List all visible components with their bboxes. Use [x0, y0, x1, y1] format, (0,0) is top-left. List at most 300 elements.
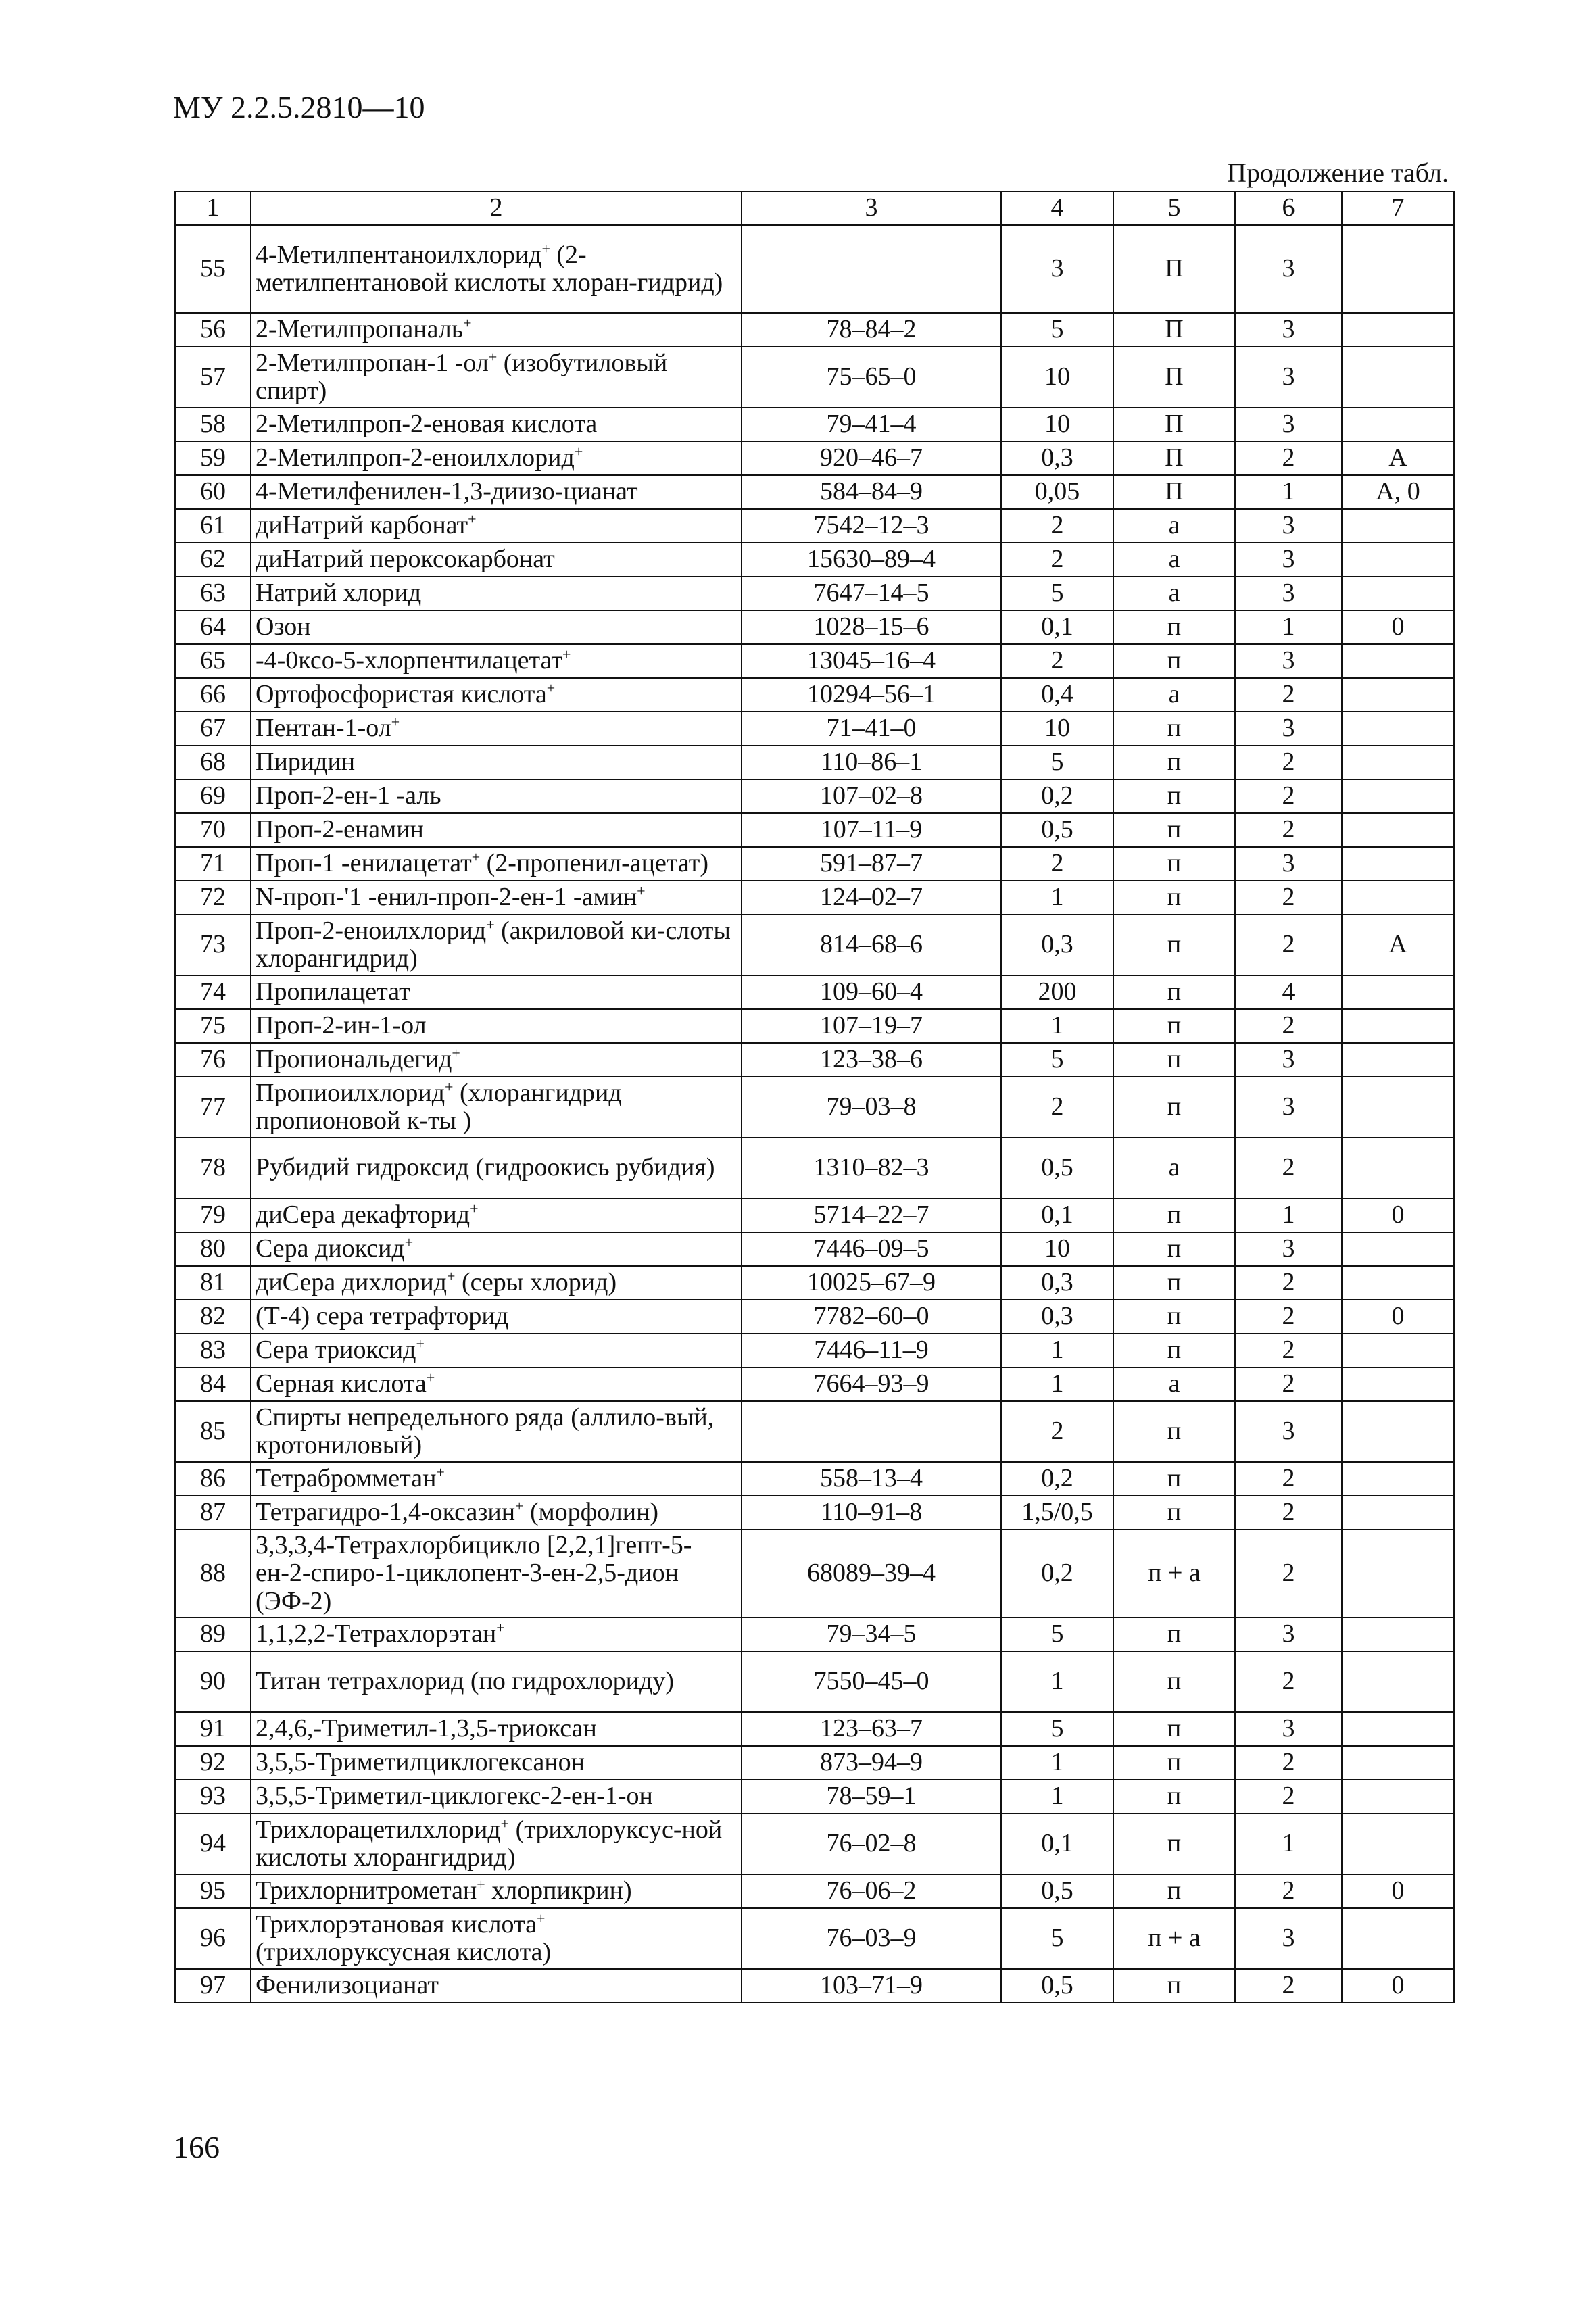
substance-name: 4-Метилпентаноилхлорид	[256, 240, 542, 269]
cas-number-cell	[742, 1401, 1001, 1462]
aggregate-state-cell: п	[1113, 1496, 1235, 1530]
row-number-cell: 76	[175, 1043, 251, 1077]
cas-number-cell: 584–84–9	[742, 475, 1001, 509]
row-number-cell: 58	[175, 408, 251, 441]
substance-name: Пропиоилхлорид	[256, 1078, 445, 1107]
limit-value-cell: 0,5	[1001, 1138, 1113, 1198]
substance-name-cell	[251, 881, 742, 915]
substance-name-cell	[251, 543, 742, 577]
cas-number-cell: 76–02–8	[742, 1813, 1001, 1874]
substance-mark: +	[416, 1335, 425, 1353]
limit-value-cell: 0,5	[1001, 813, 1113, 847]
substance-name: Проп-2-енамин	[256, 815, 424, 844]
limit-value-cell: 2	[1001, 543, 1113, 577]
substance-mark: +	[468, 510, 477, 528]
limit-value-cell: 5	[1001, 1712, 1113, 1746]
cas-number-cell: 123–63–7	[742, 1712, 1001, 1746]
row-number-cell: 65	[175, 644, 251, 678]
row-number-cell: 68	[175, 746, 251, 779]
aggregate-state-cell: п	[1113, 1813, 1235, 1874]
substance-name: Проп-2-еноилхлорид	[256, 916, 487, 945]
aggregate-state-cell: п	[1113, 881, 1235, 915]
limit-value-cell: 0,4	[1001, 678, 1113, 712]
limit-value-cell: 0,2	[1001, 1462, 1113, 1496]
substance-name-cell	[251, 915, 742, 975]
substance-name-cell	[251, 1780, 742, 1813]
substance-name-cell	[251, 441, 742, 475]
substance-name: Проп-2-ин-1-ол	[256, 1011, 427, 1040]
row-number-cell: 78	[175, 1138, 251, 1198]
limit-value-cell: 1	[1001, 1780, 1113, 1813]
note-cell	[1342, 347, 1454, 408]
cas-number-cell: 1310–82–3	[742, 1138, 1001, 1198]
aggregate-state-cell: П	[1113, 347, 1235, 408]
cas-number-cell: 79–41–4	[742, 408, 1001, 441]
aggregate-state-cell: п	[1113, 915, 1235, 975]
substance-name: Проп-1 -енилацетат	[256, 849, 472, 878]
aggregate-state-cell: п	[1113, 746, 1235, 779]
limit-value-cell: 1	[1001, 1367, 1113, 1401]
substance-name: 2,4,6,-Триметил-1,3,5-триоксан	[256, 1714, 597, 1743]
substance-synonym: хлорпикрин)	[485, 1876, 632, 1905]
cas-number-cell: 15630–89–4	[742, 543, 1001, 577]
substance-mark: +	[445, 1078, 454, 1096]
hazard-class-cell: 3	[1235, 847, 1342, 881]
row-number-cell: 84	[175, 1367, 251, 1401]
aggregate-state-cell: п	[1113, 1874, 1235, 1908]
hazard-class-cell: 2	[1235, 746, 1342, 779]
limit-value-cell: 1	[1001, 1651, 1113, 1712]
limit-value-cell: 0,2	[1001, 779, 1113, 813]
substance-name: Натрий хлорид	[256, 579, 422, 608]
table-row	[175, 746, 1454, 779]
limit-value-cell: 0,1	[1001, 1198, 1113, 1232]
row-number-cell: 88	[175, 1530, 251, 1617]
row-number-cell: 73	[175, 915, 251, 975]
note-cell: 0	[1342, 1874, 1454, 1908]
aggregate-state-cell: п	[1113, 1969, 1235, 2003]
aggregate-state-cell: П	[1113, 441, 1235, 475]
hazard-class-cell: 1	[1235, 1813, 1342, 1874]
substance-name-cell	[251, 712, 742, 746]
hazard-class-cell: 3	[1235, 1232, 1342, 1266]
hazard-class-cell: 2	[1235, 1009, 1342, 1043]
hazard-class-cell: 3	[1235, 1712, 1342, 1746]
note-cell	[1342, 1334, 1454, 1367]
substance-name: 3,5,5-Триметилциклогексанон	[256, 1748, 585, 1777]
hazard-class-cell: 3	[1235, 1617, 1342, 1651]
substance-name: диНатрий карбонат	[256, 511, 468, 540]
note-cell	[1342, 678, 1454, 712]
hazard-class-cell: 2	[1235, 1300, 1342, 1334]
substance-synonym: (морфолин)	[523, 1498, 659, 1527]
substance-name-cell	[251, 1813, 742, 1874]
hazard-class-cell: 3	[1235, 347, 1342, 408]
column-header-1: 1	[175, 191, 251, 225]
cas-number-cell: 76–06–2	[742, 1874, 1001, 1908]
table-row	[175, 712, 1454, 746]
substance-name-cell	[251, 1874, 742, 1908]
aggregate-state-cell: а	[1113, 543, 1235, 577]
substance-name-cell	[251, 1300, 742, 1334]
cas-number-cell: 107–11–9	[742, 813, 1001, 847]
limit-value-cell: 2	[1001, 509, 1113, 543]
cas-number-cell: 110–91–8	[742, 1496, 1001, 1530]
substance-name: 2-Метилпропаналь	[256, 315, 464, 344]
row-number-cell: 90	[175, 1651, 251, 1712]
aggregate-state-cell: П	[1113, 408, 1235, 441]
table-row	[175, 1617, 1454, 1651]
aggregate-state-cell: п	[1113, 1401, 1235, 1462]
substance-synonym: (изобутиловый спирт)	[256, 348, 668, 405]
aggregate-state-cell: п	[1113, 975, 1235, 1009]
note-cell	[1342, 644, 1454, 678]
hazard-class-cell: 2	[1235, 813, 1342, 847]
substance-name: Спирты непредельного ряда (аллило-вый, кротониловый)	[256, 1403, 715, 1459]
table-row	[175, 644, 1454, 678]
hazard-class-cell: 3	[1235, 577, 1342, 610]
hazard-class-cell: 3	[1235, 313, 1342, 347]
table-row	[175, 408, 1454, 441]
limit-value-cell: 5	[1001, 1043, 1113, 1077]
page-number: 166	[173, 2130, 220, 2164]
table-row	[175, 1813, 1454, 1874]
cas-number-cell: 10025–67–9	[742, 1266, 1001, 1300]
note-cell: 0	[1342, 610, 1454, 644]
note-cell	[1342, 1651, 1454, 1712]
row-number-cell: 92	[175, 1746, 251, 1780]
aggregate-state-cell: п	[1113, 1198, 1235, 1232]
row-number-cell: 96	[175, 1908, 251, 1969]
aggregate-state-cell: п	[1113, 610, 1235, 644]
substance-name-cell	[251, 746, 742, 779]
note-cell: 0	[1342, 1969, 1454, 2003]
cas-number-cell: 110–86–1	[742, 746, 1001, 779]
substance-name: Тетрагидро-1,4-оксазин	[256, 1498, 516, 1527]
note-cell	[1342, 1401, 1454, 1462]
aggregate-state-cell: п	[1113, 712, 1235, 746]
substance-mark: +	[515, 1497, 524, 1515]
hazard-class-cell: 2	[1235, 915, 1342, 975]
aggregate-state-cell: п	[1113, 1043, 1235, 1077]
note-cell	[1342, 1043, 1454, 1077]
column-header-7: 7	[1342, 191, 1454, 225]
note-cell	[1342, 313, 1454, 347]
hazard-class-cell: 2	[1235, 1462, 1342, 1496]
table-row	[175, 1266, 1454, 1300]
note-cell	[1342, 712, 1454, 746]
substance-name-cell	[251, 313, 742, 347]
aggregate-state-cell: п	[1113, 1746, 1235, 1780]
substance-mark: +	[426, 1369, 435, 1386]
note-cell	[1342, 1746, 1454, 1780]
table-row	[175, 1077, 1454, 1138]
substance-mark: +	[477, 1876, 485, 1893]
substance-name: N-проп-'1 -енил-проп-2-ен-1 -амин	[256, 883, 637, 912]
substance-name-cell	[251, 225, 742, 313]
substance-name-cell	[251, 678, 742, 712]
aggregate-state-cell: П	[1113, 475, 1235, 509]
substance-name: 3,5,5-Триметил-циклогекс-2-ен-1-он	[256, 1782, 653, 1811]
substance-mark: +	[488, 348, 498, 366]
substance-name: Сера триоксид	[256, 1336, 416, 1365]
row-number-cell: 67	[175, 712, 251, 746]
aggregate-state-cell: п + а	[1113, 1908, 1235, 1969]
substance-name: Проп-2-ен-1 -аль	[256, 781, 441, 810]
cas-number-cell: 79–03–8	[742, 1077, 1001, 1138]
table-row	[175, 1462, 1454, 1496]
note-cell	[1342, 1780, 1454, 1813]
substance-name-cell	[251, 1496, 742, 1530]
substance-name: 2-Метилпроп-2-еноилхлорид	[256, 443, 575, 472]
substance-name-cell	[251, 1617, 742, 1651]
note-cell	[1342, 408, 1454, 441]
cas-number-cell	[742, 225, 1001, 313]
hazard-class-cell: 2	[1235, 1266, 1342, 1300]
cas-number-cell: 7446–11–9	[742, 1334, 1001, 1367]
note-cell	[1342, 847, 1454, 881]
aggregate-state-cell: а	[1113, 1138, 1235, 1198]
cas-number-cell: 10294–56–1	[742, 678, 1001, 712]
note-cell	[1342, 975, 1454, 1009]
row-number-cell: 59	[175, 441, 251, 475]
table-row	[175, 1198, 1454, 1232]
limit-value-cell: 2	[1001, 644, 1113, 678]
note-cell	[1342, 881, 1454, 915]
note-cell	[1342, 1530, 1454, 1617]
table-row	[175, 1780, 1454, 1813]
substance-mark: +	[452, 1044, 460, 1062]
table-row	[175, 1746, 1454, 1780]
substance-name-cell	[251, 1138, 742, 1198]
substance-name-cell	[251, 1462, 742, 1496]
cas-number-cell: 76–03–9	[742, 1908, 1001, 1969]
cas-number-cell: 109–60–4	[742, 975, 1001, 1009]
cas-number-cell: 1028–15–6	[742, 610, 1001, 644]
substance-mark: +	[391, 713, 400, 731]
substance-name: Трихлорнитрометан	[256, 1876, 477, 1905]
aggregate-state-cell: п	[1113, 813, 1235, 847]
hazard-class-cell: 2	[1235, 779, 1342, 813]
table-row	[175, 779, 1454, 813]
cas-number-cell: 7647–14–5	[742, 577, 1001, 610]
hazard-class-cell: 2	[1235, 1334, 1342, 1367]
substance-mark: +	[404, 1234, 414, 1251]
substance-name: Рубидий гидроксид	[256, 1153, 470, 1182]
cas-number-cell: 78–84–2	[742, 313, 1001, 347]
note-cell	[1342, 1367, 1454, 1401]
aggregate-state-cell: п + а	[1113, 1530, 1235, 1617]
limit-value-cell: 1	[1001, 1746, 1113, 1780]
table-row	[175, 1712, 1454, 1746]
substance-name-cell	[251, 975, 742, 1009]
note-cell	[1342, 1813, 1454, 1874]
row-number-cell: 64	[175, 610, 251, 644]
substance-name-cell	[251, 1232, 742, 1266]
aggregate-state-cell: п	[1113, 1651, 1235, 1712]
substance-name-cell	[251, 1077, 742, 1138]
substance-name: Пропилацетат	[256, 977, 410, 1006]
hazard-class-cell: 3	[1235, 225, 1342, 313]
hazard-class-cell: 3	[1235, 408, 1342, 441]
aggregate-state-cell: п	[1113, 1780, 1235, 1813]
substance-mark: +	[574, 443, 583, 460]
cas-number-cell: 124–02–7	[742, 881, 1001, 915]
limit-value-cell: 0,2	[1001, 1530, 1113, 1617]
substance-synonym: (трихлоруксусная кислота)	[256, 1938, 552, 1966]
substance-name-cell	[251, 1401, 742, 1462]
note-cell	[1342, 1908, 1454, 1969]
aggregate-state-cell: п	[1113, 1300, 1235, 1334]
substance-name: (Т-4) сера тетрафторид	[256, 1302, 509, 1331]
limit-value-cell: 2	[1001, 1077, 1113, 1138]
substance-name-cell	[251, 779, 742, 813]
hazard-class-cell: 2	[1235, 1780, 1342, 1813]
table-continuation-label: Продолжение табл.	[1227, 157, 1449, 188]
substance-name: Фенилизоцианат	[256, 1971, 439, 2000]
aggregate-state-cell: п	[1113, 1266, 1235, 1300]
limit-value-cell: 200	[1001, 975, 1113, 1009]
aggregate-state-cell: п	[1113, 847, 1235, 881]
note-cell	[1342, 1232, 1454, 1266]
row-number-cell: 89	[175, 1617, 251, 1651]
column-header-3: 3	[742, 191, 1001, 225]
hazard-class-cell: 2	[1235, 1496, 1342, 1530]
hazard-class-cell: 4	[1235, 975, 1342, 1009]
substance-synonym: (2-пропенил-ацетат)	[480, 849, 709, 878]
hazard-class-cell: 3	[1235, 509, 1342, 543]
substance-mark: +	[536, 1909, 546, 1927]
hazard-class-cell: 1	[1235, 475, 1342, 509]
substance-synonym: (2-метилпентановой кислоты хлоран-гидрид)	[256, 240, 723, 297]
hazard-class-cell: 1	[1235, 1198, 1342, 1232]
note-cell	[1342, 1138, 1454, 1198]
substance-name-cell	[251, 1712, 742, 1746]
cas-number-cell: 107–02–8	[742, 779, 1001, 813]
column-header-2: 2	[251, 191, 742, 225]
limit-value-cell: 1	[1001, 881, 1113, 915]
hazard-class-cell: 2	[1235, 1138, 1342, 1198]
aggregate-state-cell: п	[1113, 1009, 1235, 1043]
limit-value-cell: 10	[1001, 347, 1113, 408]
table-row	[175, 509, 1454, 543]
substance-synonym: (серы хлорид)	[455, 1268, 617, 1297]
cas-number-cell: 13045–16–4	[742, 644, 1001, 678]
row-number-cell: 97	[175, 1969, 251, 2003]
limit-value-cell: 10	[1001, 712, 1113, 746]
cas-number-cell: 7542–12–3	[742, 509, 1001, 543]
row-number-cell: 77	[175, 1077, 251, 1138]
substance-name: Тетрабромметан	[256, 1464, 437, 1493]
substance-name-cell	[251, 1043, 742, 1077]
hazard-class-cell: 2	[1235, 678, 1342, 712]
row-number-cell: 62	[175, 543, 251, 577]
substance-name-cell	[251, 847, 742, 881]
table-row	[175, 1334, 1454, 1367]
aggregate-state-cell: п	[1113, 1712, 1235, 1746]
aggregate-state-cell: п	[1113, 1462, 1235, 1496]
table-row	[175, 1496, 1454, 1530]
row-number-cell: 70	[175, 813, 251, 847]
substance-name-cell	[251, 1266, 742, 1300]
aggregate-state-cell: п	[1113, 1232, 1235, 1266]
substance-name-cell	[251, 813, 742, 847]
note-cell	[1342, 225, 1454, 313]
table-row	[175, 1138, 1454, 1198]
cas-number-cell: 79–34–5	[742, 1617, 1001, 1651]
substance-name-cell	[251, 475, 742, 509]
table-row	[175, 678, 1454, 712]
hazard-class-cell: 1	[1235, 610, 1342, 644]
limit-value-cell: 0,3	[1001, 915, 1113, 975]
row-number-cell: 74	[175, 975, 251, 1009]
note-cell	[1342, 543, 1454, 577]
limit-value-cell: 0,05	[1001, 475, 1113, 509]
hazard-class-cell: 3	[1235, 1908, 1342, 1969]
table-row	[175, 577, 1454, 610]
aggregate-state-cell: а	[1113, 509, 1235, 543]
aggregate-state-cell: п	[1113, 1334, 1235, 1367]
cas-number-cell: 920–46–7	[742, 441, 1001, 475]
cas-number-cell: 591–87–7	[742, 847, 1001, 881]
note-cell: А	[1342, 915, 1454, 975]
table-row	[175, 1367, 1454, 1401]
substance-name-cell	[251, 1530, 742, 1617]
table-row	[175, 610, 1454, 644]
substance-name: Пентан-1-ол	[256, 714, 391, 743]
substance-mark: +	[546, 679, 556, 697]
aggregate-state-cell: п	[1113, 1617, 1235, 1651]
aggregate-state-cell: п	[1113, 644, 1235, 678]
aggregate-state-cell: а	[1113, 577, 1235, 610]
row-number-cell: 63	[175, 577, 251, 610]
substance-name-cell	[251, 1651, 742, 1712]
note-cell	[1342, 1009, 1454, 1043]
note-cell: А	[1342, 441, 1454, 475]
substance-mark: +	[500, 1815, 510, 1832]
document-id: МУ 2.2.5.2810—10	[173, 90, 425, 124]
row-number-cell: 79	[175, 1198, 251, 1232]
row-number-cell: 85	[175, 1401, 251, 1462]
table-row	[175, 543, 1454, 577]
table-row	[175, 847, 1454, 881]
substance-mark: +	[562, 645, 571, 663]
substance-synonym: (по гидрохлориду)	[464, 1667, 675, 1696]
row-number-cell: 80	[175, 1232, 251, 1266]
substance-name-cell	[251, 577, 742, 610]
substance-name-cell	[251, 1367, 742, 1401]
limit-value-cell: 5	[1001, 1617, 1113, 1651]
substance-mark: +	[496, 1619, 505, 1636]
table-row	[175, 975, 1454, 1009]
table-row	[175, 1009, 1454, 1043]
aggregate-state-cell: П	[1113, 313, 1235, 347]
table-row	[175, 915, 1454, 975]
substance-name: 4-Метилфенилен-1,3-диизо-цианат	[256, 477, 638, 506]
limit-value-cell: 1	[1001, 1009, 1113, 1043]
substance-mark: +	[463, 314, 472, 332]
substance-name-cell	[251, 610, 742, 644]
substance-name-cell	[251, 509, 742, 543]
table-row	[175, 313, 1454, 347]
substance-mark: +	[541, 240, 550, 258]
limit-value-cell: 5	[1001, 313, 1113, 347]
aggregate-state-cell: П	[1113, 225, 1235, 313]
table-row	[175, 1969, 1454, 2003]
limit-value-cell: 0,3	[1001, 441, 1113, 475]
limit-value-cell: 0,3	[1001, 1300, 1113, 1334]
note-cell: А, 0	[1342, 475, 1454, 509]
